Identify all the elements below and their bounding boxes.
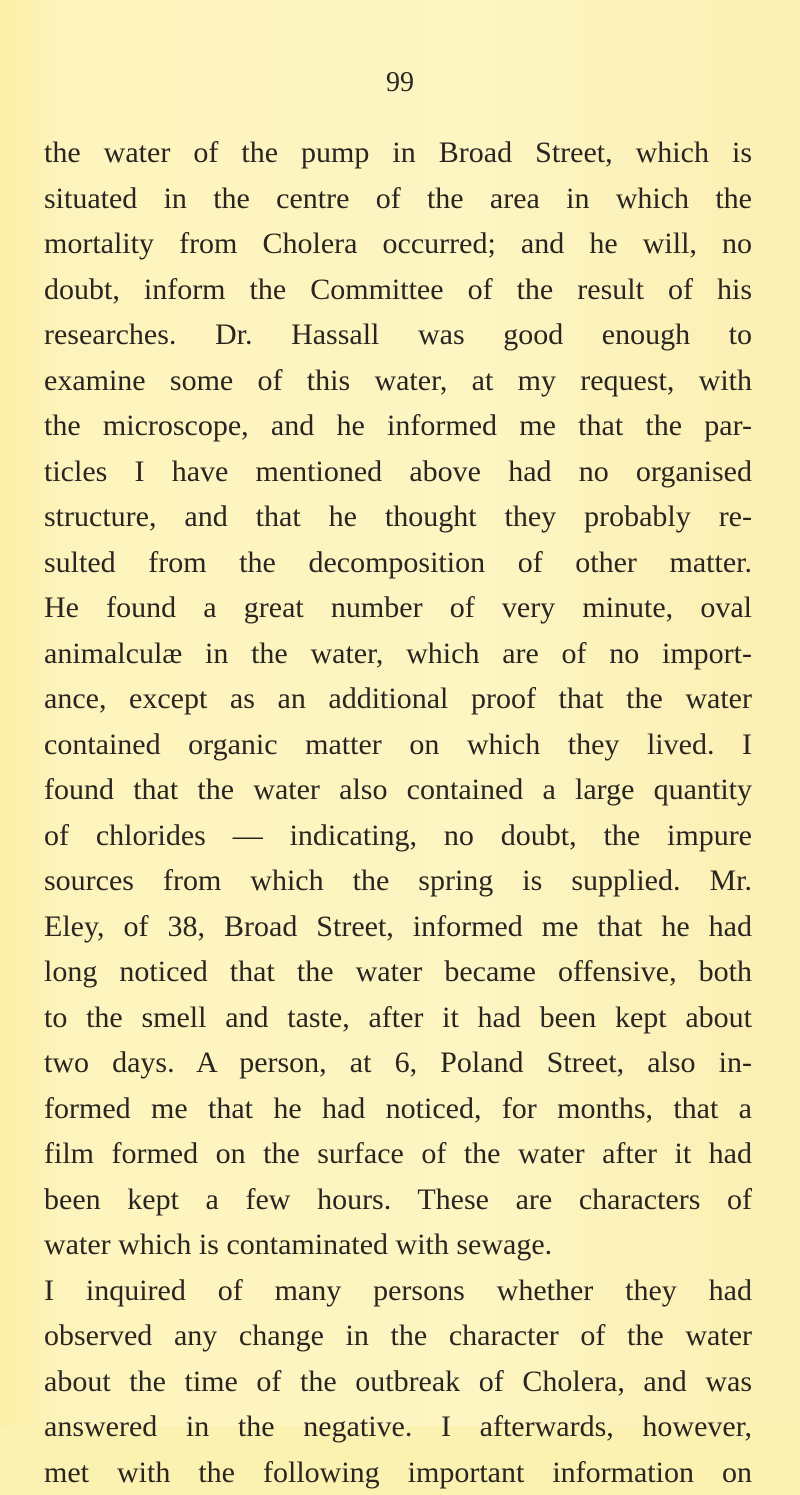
text-line: of chlorides — indicating, no doubt, the impure: [44, 813, 752, 859]
text-line: Eley, of 38, Broad Street, informed me that he had: [44, 904, 752, 950]
text-line: film formed on the surface of the water after it had: [44, 1131, 752, 1177]
text-line: ticles I have mentioned above had no organised: [44, 449, 752, 495]
text-line: long noticed that the water became offensive, both: [44, 949, 752, 995]
text-line: two days. A person, at 6, Poland Street, also in-: [44, 1040, 752, 1086]
text-line: doubt, inform the Committee of the result of his: [44, 267, 752, 313]
text-line: ance, except as an additional proof that the water: [44, 676, 752, 722]
text-line: met with the following important information on: [44, 1450, 752, 1495]
text-line: situated in the centre of the area in which the: [44, 176, 752, 222]
text-line: observed any change in the character of the water: [44, 1313, 752, 1359]
page-number: 99: [0, 66, 800, 100]
text-line: sources from which the spring is supplied. Mr.: [44, 858, 752, 904]
text-line: examine some of this water, at my request, with: [44, 358, 752, 404]
text-line: the water of the pump in Broad Street, which is: [44, 130, 752, 176]
text-line: water which is contaminated with sewage.: [44, 1222, 752, 1268]
text-line: He found a great number of very minute, oval: [44, 585, 752, 631]
text-line: animalculæ in the water, which are of no import-: [44, 631, 752, 677]
text-line: researches. Dr. Hassall was good enough to: [44, 312, 752, 358]
text-line: found that the water also contained a large quantity: [44, 767, 752, 813]
paragraph-start-line: I inquired of many persons whether they had: [44, 1268, 752, 1314]
text-line: answered in the negative. I afterwards, however,: [44, 1404, 752, 1450]
text-line: formed me that he had noticed, for months, that a: [44, 1086, 752, 1132]
text-line: structure, and that he thought they probably re-: [44, 494, 752, 540]
text-line: contained organic matter on which they lived. I: [44, 722, 752, 768]
text-line: sulted from the decomposition of other matter.: [44, 540, 752, 586]
text-line: to the smell and taste, after it had been kept about: [44, 995, 752, 1041]
body-text: [44, 130, 752, 1495]
text-line: the microscope, and he informed me that the par-: [44, 403, 752, 449]
text-line: been kept a few hours. These are characters of: [44, 1177, 752, 1223]
text-line: about the time of the outbreak of Cholera, and was: [44, 1359, 752, 1405]
text-line: mortality from Cholera occurred; and he will, no: [44, 221, 752, 267]
